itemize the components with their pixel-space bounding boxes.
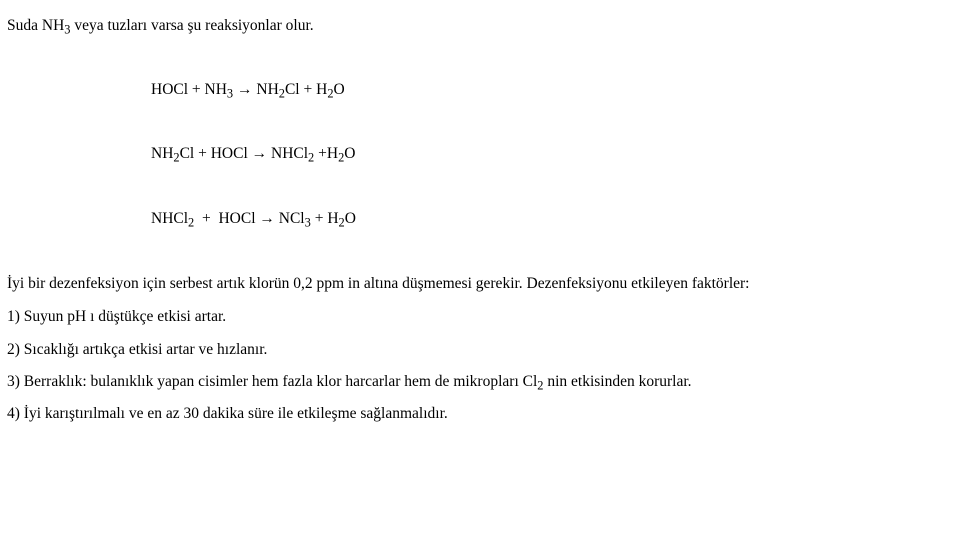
factor-item-1 xyxy=(7,309,226,325)
equation-3-sub-2: 3 xyxy=(304,215,311,230)
intro-subscript: 3 xyxy=(64,22,71,37)
equation-1-sub-1: 3 xyxy=(226,86,234,101)
intro-text-after: veya tuzları varsa şu reaksiyonlar olur. xyxy=(70,17,314,34)
equation-2-part-1: NH xyxy=(151,145,174,162)
factor-item-2-number: 2) xyxy=(7,341,20,358)
equation-1-sub-2: 2 xyxy=(278,86,285,101)
equation-3-sub-1: 2 xyxy=(188,215,195,230)
factor-item-3-text: Berraklık: bulanıklık yapan cisimler hem fazla klor harcarlar hem de mikropları Cl xyxy=(19,373,538,390)
factor-item-3-subscript: 2 xyxy=(537,378,544,393)
equation-1-part-4: O xyxy=(333,81,345,98)
equation-3-part-2: + HOCl → NCl xyxy=(194,210,305,227)
factor-item-2-text: Sıcaklığı artıkça etkisi artar ve hızlanır. xyxy=(19,341,268,358)
equation-2-part-3: +H xyxy=(314,145,339,162)
equation-2-part-4: O xyxy=(344,145,356,162)
factor-item-1-number: 1) xyxy=(7,308,20,325)
factor-item-4-text: İyi karıştırılmalı ve en az 30 dakika süre ile etkileşme sağlanmalıdır. xyxy=(19,405,448,422)
factors-paragraph: İyi bir dezenfeksiyon için serbest artık klorün 0,2 ppm in altına düşmemesi gerekir. Dezenfeksiyonu etkileyen faktörler: xyxy=(7,275,750,292)
equation-3-part-1: NHCl xyxy=(151,210,189,227)
equation-3 xyxy=(151,210,356,230)
factor-item-3-number: 3) xyxy=(7,373,20,390)
intro-text xyxy=(7,17,314,37)
equation-2-sub-3: 2 xyxy=(338,150,345,165)
equation-1 xyxy=(151,81,345,101)
equation-2 xyxy=(151,145,356,165)
factor-item-4-number: 4) xyxy=(7,405,20,422)
factor-item-3-text-after: nin etkisinden korurlar. xyxy=(543,373,692,390)
equation-3-part-4: O xyxy=(344,210,356,227)
equation-2-sub-2: 2 xyxy=(308,150,315,165)
factor-item-3 xyxy=(7,373,692,393)
equation-1-part-1: HOCl + NH xyxy=(151,81,227,98)
factor-item-1-text: Suyun pH ı düştükçe etkisi artar. xyxy=(19,308,227,325)
equation-1-part-2: → NH xyxy=(233,81,279,98)
factor-item-4 xyxy=(7,406,448,422)
equation-1-sub-3: 2 xyxy=(327,86,334,101)
equation-1-part-3: Cl + H xyxy=(284,81,328,98)
equation-2-sub-1: 2 xyxy=(173,150,180,165)
equation-3-part-3: + H xyxy=(310,210,339,227)
factor-item-2 xyxy=(7,342,267,358)
equation-2-part-2: Cl + HOCl → NHCl xyxy=(179,145,309,162)
equation-3-sub-3: 2 xyxy=(338,215,345,230)
intro-text-before: Suda NH xyxy=(7,17,65,34)
